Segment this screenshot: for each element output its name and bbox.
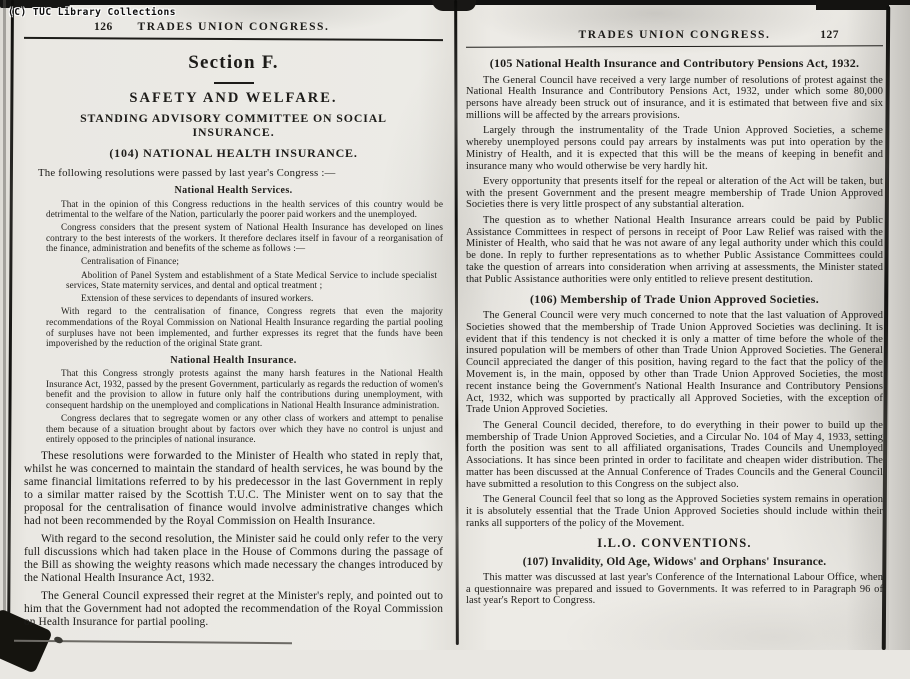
body-paragraph: The General Council have received a very large number of resolutions of protest against the National Health Insurance and Contributory Pensions Act, 1932, under which some 80,000 persons have already been struck out of insurance, and it is estimated that between five and six millions will be affected by the arrears provisions.	[466, 74, 883, 121]
scan-spine-shadow	[3, 0, 6, 650]
chapter-title: SAFETY AND WELFARE.	[129, 90, 338, 106]
ilo-conventions-heading: I.L.O. CONVENTIONS.	[597, 536, 752, 551]
header-rule	[466, 45, 883, 47]
item-107-heading: (107) Invalidity, Old Age, Widows' and Orphans' Insurance.	[522, 556, 827, 569]
nhi-subheading: National Health Insurance.	[170, 354, 297, 366]
intro-paragraph: The following resolutions were passed by last year's Congress :—	[38, 167, 336, 179]
page-127	[466, 0, 883, 679]
scan-edge-left	[7, 0, 14, 650]
resolution-paragraph: Congress declares that to segregate women or any other class of workers and attempt to penalise them because of a situation brought about by factors over which they have no control is unjust and entirely opposed to the principles of national insurance.	[46, 413, 443, 445]
body-paragraph: Every opportunity that presents itself for the repeal or alteration of the Act will be taken, but with the present Government and the present meagre membership of Trade Union Approved Societies there is very little prospect of any substantial alteration.	[466, 175, 883, 211]
resolution-paragraph: Congress considers that the present system of National Health Insurance has developed on lines contrary to the best interests of the workers. It therefore declares itself in favour of a reorganisation of the finance, administration and benefits of the scheme as follows :—	[46, 222, 443, 254]
page-gutter-shadow	[454, 0, 458, 645]
body-paragraph: The General Council were very much concerned to note that the last valuation of Approved Societies showed that the membership of Trade Union Approved Societies was declining. It is evident that if this tendency is not checked it is only a matter of time before the whole of the insured population will be members of other than Trade Union Approved Societies. The General Council appreciated the danger of this position, having regard to the fact that the policy of the Movement is, in the main, opposed by other than Trade Union Approved Societies, the most recent instance being the Government's National Health Insurance and Contributory Pensions Act, 1932, which was supported by practically all Approved Societies, with the exception of Trade Union Approved Societies.	[466, 310, 883, 416]
divider-rule	[214, 82, 254, 84]
item-105-heading: (105 National Health Insurance and Contributory Pensions Act, 1932.	[489, 56, 860, 70]
body-paragraph: The question as to whether National Health Insurance arrears could be paid by Public Assistance Committees in respect of persons in receipt of Poor Law Relief was raised with the Minister of Health, who said that he was not aware of any legal authority under which this could be done. In reply to further representations as to whether Public Assistance Committees could take the question of arrears into consideration when arriving at assessments, the Minister stated that Public Assistance authorities were only entitled to relieve present destitution.	[466, 214, 883, 285]
body-paragraph: The General Council expressed their regret at the Minister's reply, and pointed out to him that the Government had not adopted the recommendation of the Royal Commission on Health Insurance for partial pooling.	[24, 589, 443, 628]
section-heading: Section F.	[188, 52, 279, 73]
body-paragraph: These resolutions were forwarded to the Minister of Health who stated in reply that, whilst he was concerned to maintain the standard of health services, he was bound by the same financial limitations referred to by his predecessor in the last Government in reply to a similar matter raised by the Scottish T.U.C. The Minister went on to say that the proposal for the centralisation of finance would involve administrative changes which had not been recommended by the Royal Commission on Health Insurance.	[24, 449, 443, 527]
resolution-paragraph: With regard to the centralisation of finance, Congress regrets that even the majority recommendations of the Royal Commission on National Health Insurance regarding the partial pooling of surpluses have not been implemented, and further expresses its regret that the funds have been impoverished by the reduction of the original State grant.	[46, 306, 443, 349]
page-number: 127	[820, 29, 839, 41]
chapter-subtitle: STANDING ADVISORY COMMITTEE ON SOCIAL INSURANCE.	[80, 111, 387, 139]
page-header	[24, 21, 443, 35]
page-header	[466, 29, 883, 43]
nhs-subheading: National Health Services.	[174, 185, 293, 196]
item-104-heading: (104) NATIONAL HEALTH INSURANCE.	[109, 146, 358, 160]
body-paragraph: Largely through the instrumentality of the Trade Union Approved Societies, a scheme whereby unemployed persons could pay arrears by instalments was put into operation by the Ministry of Health, and it is expected that this will be the means of keeping in benefit and insurance many who would otherwise be very hardly hit.	[466, 125, 883, 172]
resolution-paragraph: That in the opinion of this Congress reductions in the health services of this country would be detrimental to the welfare of the Nation, particularly the poorer paid workers and the unemployed.	[46, 198, 443, 220]
body-paragraph: With regard to the second resolution, the Minister said he could only refer to the very full discussions which had taken place in the House of Commons during the passage of the Bill as showing the weighty reasons which made necessary the changes introduced by the National Health Insurance Act, 1932.	[24, 532, 443, 584]
header-rule	[24, 37, 443, 41]
body-paragraph: The General Council decided, therefore, to do everything in their power to build up the membership of Trade Union Approved Societies, and a Circular No. 104 of May 4, 1933, setting forth the position was sent to all affiliated organisations, Trades Councils and Unemployed Associations. It has since been printed in order to facilitate and cheapen wider distribution. The matter has been discussed at the Annual Conference of Trades Councils and the General Council have submitted a resolution to this Congress on the subject also.	[466, 419, 883, 490]
resolution-list-item: Centralisation of Finance;	[81, 256, 180, 267]
item-106-heading: (106) Membership of Trade Union Approved Societies.	[530, 291, 819, 306]
running-head: TRADES UNION CONGRESS.	[137, 21, 330, 33]
body-paragraph: The General Council feel that so long as the Approved Societies system remains in operation it is absolutely essential that the Trade Union Approved Societies should include within their ranks all supporters of the policy of the Movement.	[466, 494, 883, 529]
scan-margin-right	[889, 5, 910, 650]
page-number: 126	[94, 21, 113, 33]
resolution-list-item: Abolition of Panel System and establishment of a State Medical Service to include specialist services, State maternity services, and dental and optical treatment ;	[66, 269, 437, 291]
page-126	[24, 0, 443, 671]
library-watermark: (C) TUC Library Collections	[8, 7, 176, 18]
body-paragraph: This matter was discussed at last year's Conference of the International Labour Office, when a questionnaire was prepared and issued to Governments. It was referred to in Paragraph 96 of last year's Report to Congress.	[466, 571, 883, 607]
running-head: TRADES UNION CONGRESS.	[578, 29, 771, 41]
resolution-list-item: Extension of these services to dependants of insured workers.	[81, 293, 314, 304]
resolution-paragraph: That this Congress strongly protests against the many harsh features in the National Health Insurance Act, 1932, passed by the present Government, particularly as regards the reduction of women's benefit and the provision to allow in future only half the contributions during unemployment, with consequent hardship on the unemployed and complications in National Health Insurance administration.	[46, 368, 443, 410]
